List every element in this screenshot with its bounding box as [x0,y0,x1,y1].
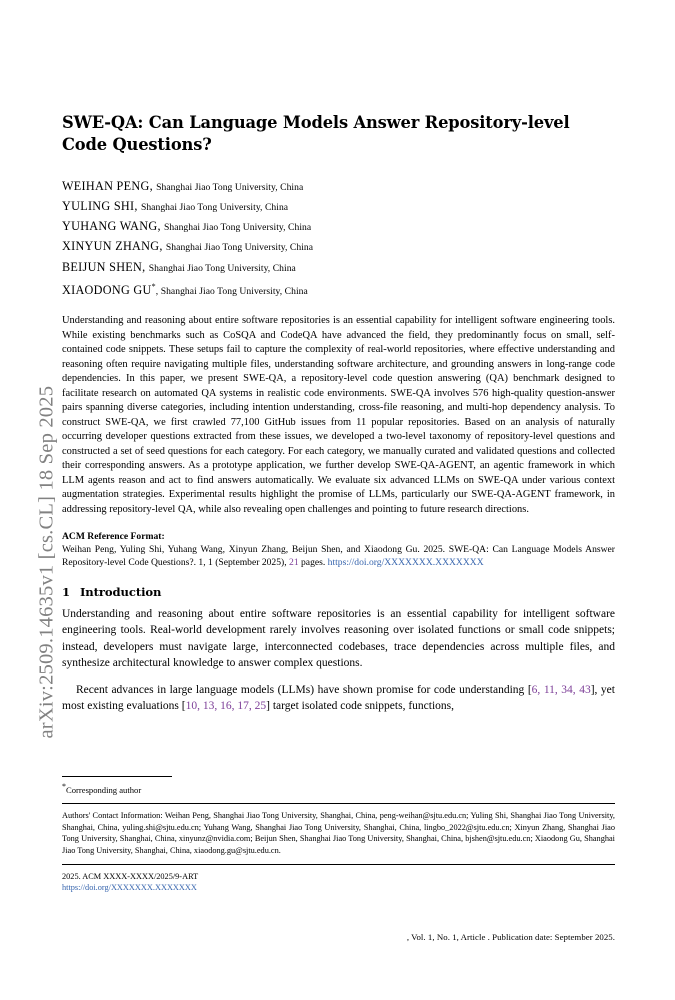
acm-reference-format [62,530,615,570]
acm-reference-pages-word: pages. [298,557,328,569]
intro-paragraph-2 [62,682,615,714]
footnote-area [62,776,615,894]
author-row [62,197,615,217]
author-affiliation: Shanghai Jiao Tong University, China [160,285,308,297]
acm-reference-body: Weihan Peng, Yuling Shi, Yuhang Wang, Xinyun Zhang, Beijun Shen, and Xiaodong Gu. 2025. SWE-QA: Can Language Models Answer Repository-level Code Questions?. 1, 1 (September 2025), [62,543,615,569]
intro-par2-lead: Recent advances in large language models (LLMs) have shown promise for code understanding [ [76,684,532,697]
author-name: YUHANG WANG, [62,219,161,234]
copyright-doi-link[interactable]: https://doi.org/XXXXXXX.XXXXXXX [62,883,197,893]
footnote-marker: * [62,782,66,791]
author-row [62,258,615,278]
author-affiliation: Shanghai Jiao Tong University, China [148,262,296,274]
intro-paragraph-1: Understanding and reasoning about entire software repositories is an essential capability for intelligent software engineering tools. Real-world development rarely involves reasoning over isolated functions or small code snippets; instead, developers must navigate large, interconnected codebases, trace dependencies across multiple files, and synthesize architectural knowledge to answer complex questions. [62,608,615,669]
author-name: WEIHAN PENG, [62,179,153,193]
section-number: 1 [62,585,70,600]
author-affiliation: Shanghai Jiao Tong University, China [165,242,314,254]
author-name: BEIJUN SHEN, [62,259,146,274]
abstract-text: Understanding and reasoning about entire software repositories is an essential capability for intelligent software engineering tools. While existing benchmarks such as CoSQA and CodeQA have advanced the field, they predominantly focus on small, self-contained code snippets. These setups fail to capture the complexity of real-world repositories, where effective understanding and reasoning often require navigating multiple files, understanding software architecture, and grounding answers in long-range code dependencies. In this paper, we present SWE-QA, a repository-level code question answering (QA) benchmark designed to facilitate research on automated QA systems in realistic code environments. SWE-QA involves 576 high-quality question-answer pairs spanning diverse categories, including intention understanding, cross-file reasoning, and multi-hop dependency analysis. To construct SWE-QA, we first crawled 77,100 GitHub issues from 11 popular repositories. Based on an analysis of naturally occurring developer questions extracted from these issues, we developed a two-level taxonomy of repository-level questions and constructed a set of seed questions for each category. For each category, we manually curated and validated questions and collected their corresponding answers. As a prototype application, we further develop SWE-QA-AGENT, an agentic framework in which LLM agents reason and act to find answers automatically. We evaluate six advanced LLMs on SWE-QA under various context augmentation strategies. Experimental results highlight the promise of LLMs, particularly our SWE-QA-AGENT framework, in addressing repository-level QA, while also revealing open challenges and pointing to future research directions. [62,315,615,515]
footnote-label: Corresponding author [66,784,142,795]
page-footer: , Vol. 1, No. 1, Article . Publication date: September 2025. [406,932,615,942]
author-list [62,177,615,301]
author-name: XIAODONG GU [62,282,152,297]
author-name: YULING SHI, [62,199,138,214]
author-affiliation: Shanghai Jiao Tong University, China [156,182,304,193]
author-row [62,217,615,237]
citation-group-1[interactable]: 6, 11, 34, 43 [531,684,591,697]
author-row [62,278,615,301]
author-affiliation-sep: , [155,285,161,297]
copyright-line: 2025. ACM XXXX-XXXX/2025/9-ART [62,871,199,881]
arxiv-stamp [0,0,60,1000]
acm-reference-doi-link[interactable]: https://doi.org/XXXXXXX.XXXXXXX [327,557,484,569]
corresponding-author-marker: * [151,281,156,291]
authors-contact-information: Authors' Contact Information: Weihan Peng, Shanghai Jiao Tong University, Shanghai, China, peng-weihan@sjtu.edu.cn; Yuling Shi, Shanghai Jiao Tong University, Shanghai, China, yuling.shi@sjtu.edu.cn; Yuhang Wang, Shanghai Jiao Tong University, Shanghai, China, lingbo_2022@sjtu.edu.cn; Xinyun Zhang, Shanghai Jiao Tong University, Shanghai, China, xinyunz@nvidia.com; Beijun Shen, Shanghai Jiao Tong University, Shanghai, China, bjshen@sjtu.edu.cn; Xiaodong Gu, Shanghai Jiao Tong University, Shanghai, China, xiaodong.gu@sjtu.edu.cn. [62,810,615,855]
author-row [62,177,615,197]
arxiv-stamp-text: arXiv:2509.14635v1 [cs.CL] 18 Sep 2025 [35,385,58,739]
corresponding-author-footnote [62,781,615,796]
footnote-rule [62,776,172,777]
paper-page [62,0,615,1000]
author-affiliation: Shanghai Jiao Tong University, China [164,222,312,234]
copyright-rule [62,864,615,865]
acm-reference-heading: ACM Reference Format: [62,530,165,542]
acm-reference-pages: 21 [289,557,299,569]
section-title: Introduction [79,585,162,600]
contact-rule [62,803,615,804]
author-affiliation: Shanghai Jiao Tong University, China [140,202,289,214]
author-row [62,237,615,257]
section-heading-introduction [62,585,615,599]
page-title: SWE-QA: Can Language Models Answer Repository-level Code Questions? [62,113,570,154]
intro-par2-mid: ], yet most existing evaluations [ [62,684,615,713]
copyright-block [62,871,615,894]
author-name: XINYUN ZHANG, [62,239,163,254]
intro-par2-tail: ] target isolated code snippets, functions, [266,700,455,713]
citation-group-2[interactable]: 10, 13, 16, 17, 25 [185,700,267,713]
